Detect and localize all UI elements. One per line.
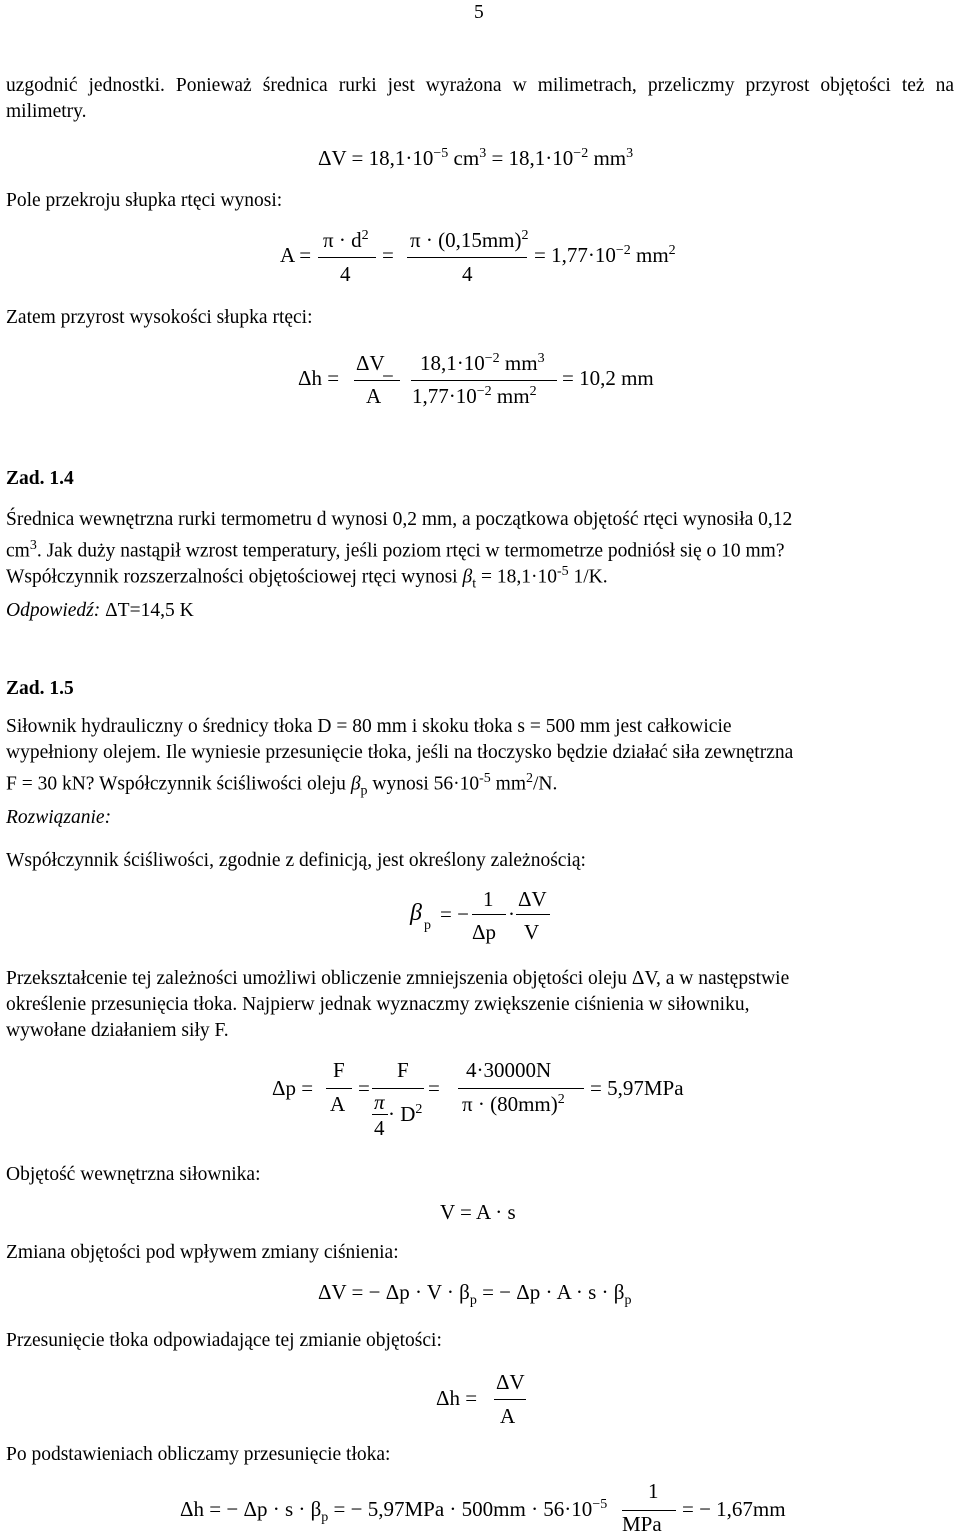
eq-area-num1-text: π · d bbox=[323, 228, 362, 252]
eq-height-num1: ΔV bbox=[356, 351, 385, 375]
ex15-line3-exp2: 2 bbox=[526, 771, 534, 786]
eq-dv-exp2: −2 bbox=[573, 146, 589, 161]
ex15-beta-sub: p bbox=[360, 783, 368, 799]
ex14-answer-value: ΔT=14,5 K bbox=[105, 600, 194, 621]
eq-area-lhs: A = bbox=[280, 243, 312, 267]
exercise-title-1-5: Zad. 1.5 bbox=[6, 678, 74, 699]
ex15-line3b: wynosi 56·10 bbox=[367, 773, 480, 795]
eq-area-result-unit: mm bbox=[630, 243, 669, 267]
ex14-line3a: Współczynnik rozszerzalności objętościowej rtęci wynosi bbox=[6, 566, 463, 588]
eq-dp-result: = 5,97MPa bbox=[590, 1076, 684, 1100]
exercise-title-1-4: Zad. 1.4 bbox=[6, 468, 74, 489]
paragraph-transform-line3: wywołane działaniem siły F. bbox=[6, 1020, 229, 1041]
eq-beta-sub: p bbox=[424, 918, 431, 933]
fraction-bar bbox=[472, 914, 506, 915]
fraction-bar bbox=[407, 257, 527, 258]
eq-dp-den3-exp: 2 bbox=[557, 1092, 565, 1107]
paragraph-transform-line2: określenie przesunięcia tłoka. Najpierw jednak wyznaczmy zwiększenie ciśnienia w siłowniku, bbox=[6, 994, 750, 1015]
eq-dp-num2: F bbox=[397, 1058, 409, 1082]
eq-area-num1-exp: 2 bbox=[361, 228, 369, 243]
eq-final-den: MPa bbox=[622, 1512, 662, 1536]
eq-dv-lhs: ΔV = 18,1·10 bbox=[318, 146, 434, 170]
label-substitution: Po podstawieniach obliczamy przesunięcie tłoka: bbox=[6, 1444, 391, 1465]
eq-height-den2-unit-exp: 2 bbox=[529, 384, 537, 399]
eq-height-den2 bbox=[412, 384, 537, 409]
eq-height-num2 bbox=[420, 351, 545, 376]
eq-final-a: Δh = − Δp · s · β bbox=[180, 1497, 322, 1521]
eq-height-den2-text: 1,77·10 bbox=[412, 384, 477, 408]
eq-height-result: = 10,2 mm bbox=[562, 366, 654, 390]
eq-change-sub1: p bbox=[469, 1293, 477, 1309]
label-cross-section: Pole przekroju słupka rtęci wynosi: bbox=[6, 190, 283, 211]
eq-area-result-unit-exp: 2 bbox=[668, 243, 676, 258]
eq-dp-den2-4: 4 bbox=[374, 1116, 385, 1140]
eq-beta-den2: V bbox=[524, 920, 540, 944]
eq-beta-eq: = − bbox=[440, 902, 469, 926]
eq-area-result-text: = 1,77·10 bbox=[534, 243, 616, 267]
eq-height-den2-exp: −2 bbox=[476, 384, 492, 399]
eq-area-num2-text: π · (0,15mm) bbox=[410, 228, 522, 252]
equation-delta-v bbox=[318, 146, 633, 171]
eq-area-den1: 4 bbox=[340, 262, 351, 286]
fraction-bar bbox=[326, 1088, 352, 1089]
eq-height-num2-unit-exp: 3 bbox=[537, 351, 545, 366]
eq-dv-unit2-exp: 3 bbox=[626, 146, 634, 161]
exercise-1-4-line3 bbox=[6, 559, 608, 597]
eq-dp-den3-text: π · (80mm) bbox=[462, 1092, 558, 1116]
eq-final-num: 1 bbox=[648, 1479, 659, 1503]
ex15-line3c: mm bbox=[490, 773, 527, 795]
fraction-bar bbox=[494, 1399, 526, 1400]
eq-area-result bbox=[534, 243, 676, 268]
page-number: 5 bbox=[474, 2, 484, 23]
exercise-1-4-answer bbox=[6, 598, 194, 624]
eq-change-b: = − Δp · A · s · β bbox=[476, 1280, 625, 1304]
ex14-beta: β bbox=[462, 566, 473, 588]
label-piston-shift: Przesunięcie tłoka odpowiadające tej zmianie objętości: bbox=[6, 1330, 442, 1351]
eq-area-result-exp: −2 bbox=[615, 243, 631, 258]
ex14-line3c: 1/K. bbox=[568, 566, 608, 588]
eq-beta-den1: Δp bbox=[472, 920, 497, 944]
ex14-line2a: cm bbox=[6, 540, 30, 562]
exercise-1-5-line2: wypełniony olejem. Ile wyniesie przesunięcie tłoka, jeśli na tłoczysko będzie działać siła zewnętrzna bbox=[6, 742, 794, 763]
eq-dv-mid: = 18,1·10 bbox=[486, 146, 574, 170]
label-volume-change: Zmiana objętości pod wpływem zmiany ciśnienia: bbox=[6, 1242, 399, 1263]
eq-dp-lhs: Δp = bbox=[272, 1076, 314, 1100]
ex14-answer-label: Odpowiedź: bbox=[6, 600, 101, 621]
eq-height-eq: = bbox=[382, 366, 394, 390]
ex14-line3b: = 18,1·10 bbox=[476, 566, 557, 588]
eq-dv-unit1-exp: 3 bbox=[479, 146, 487, 161]
eq-dp-den3 bbox=[462, 1092, 565, 1117]
ex15-beta: β bbox=[350, 773, 361, 795]
intro-paragraph: uzgodnić jednostki. Ponieważ średnica rurki jest wyrażona w milimetrach, przeliczmy przyrost objętości też na milimetry. bbox=[6, 75, 954, 122]
eq-dp-num3: 4·30000N bbox=[466, 1058, 552, 1082]
eq-height-num2-text: 18,1·10 bbox=[420, 351, 485, 375]
eq-shift-num: ΔV bbox=[496, 1370, 525, 1394]
eq-area-num2 bbox=[410, 228, 529, 253]
eq-area-eq: = bbox=[382, 243, 394, 267]
eq-dp-den2-d bbox=[388, 1102, 422, 1127]
fraction-bar bbox=[318, 257, 376, 258]
exercise-1-4-line1: Średnica wewnętrzna rurki termometru d wynosi 0,2 mm, a początkowa objętość rtęci wynosiła 0,12 bbox=[6, 509, 793, 530]
eq-dp-den1: A bbox=[330, 1092, 346, 1116]
eq-dv-unit1: cm bbox=[448, 146, 480, 170]
exercise-1-5-line3 bbox=[6, 766, 557, 804]
eq-final-b: = − 5,97MPa · 500mm · 56·10 bbox=[328, 1497, 593, 1521]
ex14-beta-sub: t bbox=[472, 576, 477, 592]
definition-text: Współczynnik ściśliwości, zgodnie z definicją, jest określony zależnością: bbox=[6, 850, 586, 871]
eq-height-lhs: Δh = bbox=[298, 366, 340, 390]
eq-area-num2-exp: 2 bbox=[521, 228, 529, 243]
eq-dv-exp1: −5 bbox=[433, 146, 449, 161]
eq-final-exp: −5 bbox=[592, 1497, 608, 1512]
ex14-line2b: . Jak duży nastąpił wzrost temperatury, jeśli poziom rtęci w termometrze podniósł się o 10 mm? bbox=[36, 540, 785, 562]
paragraph-transform-line1: Przekształcenie tej zależności umożliwi obliczenie zmniejszenia objętości oleju ΔV, a w następstwie bbox=[6, 968, 790, 989]
solution-label: Rozwiązanie: bbox=[6, 807, 112, 828]
eq-shift-den: A bbox=[500, 1404, 516, 1428]
fraction-bar bbox=[411, 380, 557, 381]
equation-volume-change bbox=[318, 1280, 631, 1309]
equation-volume: V = A · s bbox=[440, 1200, 516, 1224]
eq-height-num2-exp: −2 bbox=[484, 351, 500, 366]
ex15-line3d: /N. bbox=[533, 773, 558, 795]
eq-height-num2-unit: mm bbox=[499, 351, 538, 375]
eq-area-den2: 4 bbox=[462, 262, 473, 286]
fraction-bar bbox=[458, 1088, 584, 1089]
eq-dp-num1: F bbox=[333, 1058, 345, 1082]
fraction-bar bbox=[516, 914, 550, 915]
ex14-line2-exp: 3 bbox=[29, 538, 37, 553]
ex15-line3-exp: -5 bbox=[479, 771, 491, 786]
eq-shift-lhs: Δh = bbox=[436, 1386, 478, 1410]
exercise-1-5-line1: Siłownik hydrauliczny o średnicy tłoka D = 80 mm i skoku tłoka s = 500 mm jest całkowicie bbox=[6, 716, 732, 737]
eq-dp-den2-pi: π bbox=[374, 1090, 385, 1114]
eq-final-main bbox=[180, 1497, 607, 1526]
label-height-increase: Zatem przyrost wysokości słupka rtęci: bbox=[6, 307, 313, 328]
eq-beta-dot: · bbox=[508, 902, 515, 926]
eq-beta-num1: 1 bbox=[483, 887, 494, 911]
eq-change-a: ΔV = − Δp · V · β bbox=[318, 1280, 470, 1304]
eq-dp-eq2: = bbox=[428, 1076, 440, 1100]
ex15-line3a: F = 30 kN? Współczynnik ściśliwości oleju bbox=[6, 773, 351, 795]
eq-area-num1 bbox=[323, 228, 369, 253]
eq-dp-den2-d-text: · D bbox=[388, 1102, 416, 1126]
label-internal-volume: Objętość wewnętrzna siłownika: bbox=[6, 1164, 261, 1185]
eq-final-result: = − 1,67mm bbox=[682, 1497, 786, 1521]
eq-final-sub: p bbox=[321, 1510, 329, 1526]
eq-beta-num2: ΔV bbox=[518, 887, 547, 911]
ex14-line3-exp: -5 bbox=[556, 564, 569, 579]
eq-dv-unit2: mm bbox=[588, 146, 627, 170]
eq-change-sub2: p bbox=[624, 1293, 632, 1309]
eq-height-den1: A bbox=[366, 384, 382, 408]
eq-dp-eq1: = bbox=[358, 1076, 370, 1100]
eq-height-den2-unit: mm bbox=[491, 384, 530, 408]
eq-beta-symbol: β bbox=[410, 900, 422, 926]
eq-dp-den2-exp: 2 bbox=[415, 1102, 423, 1117]
